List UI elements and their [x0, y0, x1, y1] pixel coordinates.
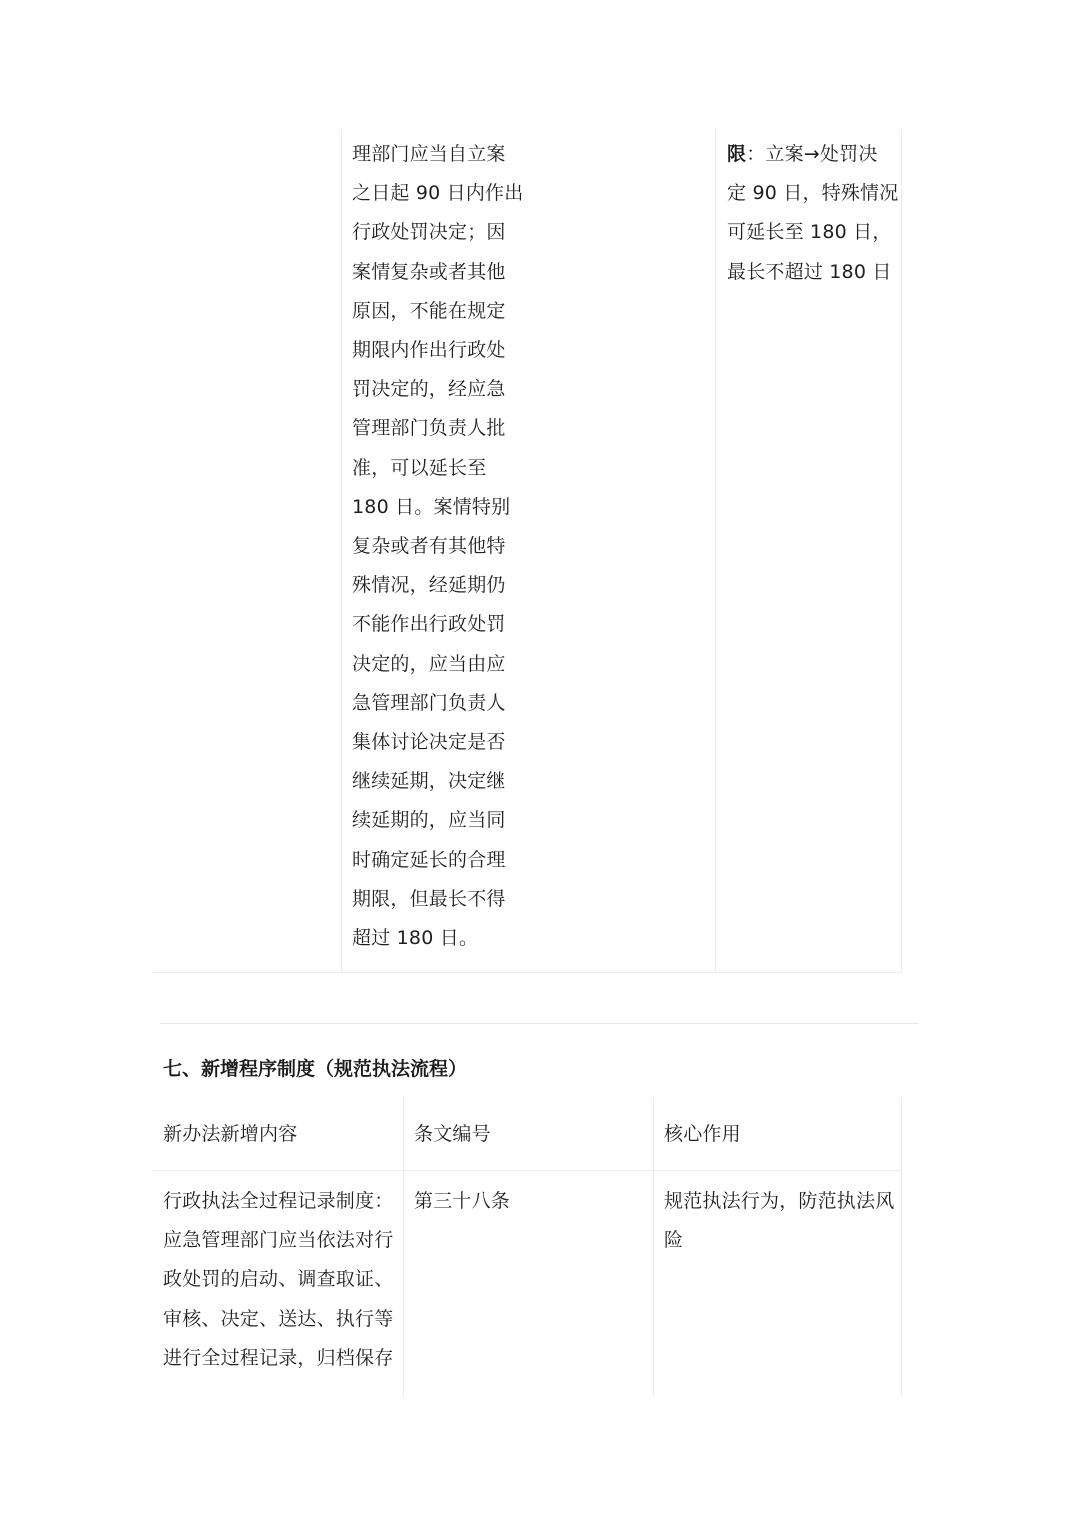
table-cell-article — [403, 1170, 653, 1397]
text-line: 罚决定的，经应急 — [352, 378, 506, 401]
text-line: 行政执法全过程记录制度： — [163, 1190, 394, 1212]
table-cell-effect — [653, 1170, 902, 1397]
text-line: 可延长至 180 日， — [727, 221, 892, 244]
text-line: 规范执法行为，防范执法风 — [664, 1190, 895, 1212]
summary-bold-label: 限 — [727, 143, 747, 165]
table-cell-provision-text — [341, 130, 715, 972]
text-line: 超过 180 日。 — [352, 927, 479, 950]
text-line: 审核、决定、送达、执行等 — [163, 1307, 394, 1330]
text-line: 案情复杂或者其他 — [352, 260, 506, 283]
text-line: 最长不超过 180 日 — [727, 260, 892, 283]
text-line: 期限内作出行政处 — [352, 339, 506, 362]
text-line: 准，可以延长至 — [352, 456, 487, 479]
table-header-cell — [653, 1098, 902, 1170]
header-new-content: 新办法新增内容 — [163, 1123, 298, 1145]
text-line: 原因，不能在规定 — [352, 299, 506, 322]
article-number: 第三十八条 — [414, 1190, 511, 1212]
summary-first-text: ：立案→处罚决 — [746, 143, 878, 165]
text-line: 复杂或者有其他特 — [352, 535, 506, 558]
text-line: 之日起 90 日内作出 — [352, 182, 524, 205]
table-row — [153, 1170, 902, 1397]
text-line: 理部门应当自立案 — [352, 143, 506, 165]
table-header-cell — [153, 1098, 403, 1170]
section-divider — [160, 1023, 919, 1024]
text-line: 时确定延长的合理 — [352, 848, 506, 871]
text-line: 不能作出行政处罚 — [352, 613, 506, 636]
text-line: 急管理部门负责人 — [352, 691, 506, 714]
table-cell-summary — [715, 130, 902, 972]
text-line: 集体讨论决定是否 — [352, 731, 506, 754]
text-line: 续延期的，应当同 — [352, 809, 506, 832]
table-header-row — [153, 1098, 902, 1171]
new-procedure-table — [153, 1098, 902, 1397]
text-line: 决定的，应当由应 — [352, 652, 506, 675]
section-heading: 七、新增程序制度（规范执法流程） — [163, 1058, 468, 1080]
text-line: 管理部门负责人批 — [352, 417, 506, 440]
table-header-cell — [403, 1098, 653, 1170]
table-cell-empty — [153, 130, 341, 972]
text-line: 定 90 日，特殊情况 — [727, 182, 899, 205]
table-cell-content — [153, 1170, 403, 1397]
text-line: 期限，但最长不得 — [352, 887, 506, 910]
text-line: 180 日。案情特别 — [352, 495, 511, 518]
text-line: 政处罚的启动、调查取证、 — [163, 1268, 394, 1291]
text-line: 继续延期，决定继 — [352, 770, 506, 793]
text-line: 进行全过程记录，归档保存 — [163, 1346, 394, 1369]
law-comparison-table-continuation — [153, 130, 902, 973]
text-line: 应急管理部门应当依法对行 — [163, 1229, 394, 1252]
text-line: 殊情况，经延期仍 — [352, 574, 506, 597]
header-article-number: 条文编号 — [414, 1123, 491, 1145]
text-line: 险 — [664, 1229, 684, 1252]
summary-first-line — [727, 135, 901, 174]
header-core-effect: 核心作用 — [664, 1123, 741, 1145]
text-line: 行政处罚决定；因 — [352, 221, 506, 244]
